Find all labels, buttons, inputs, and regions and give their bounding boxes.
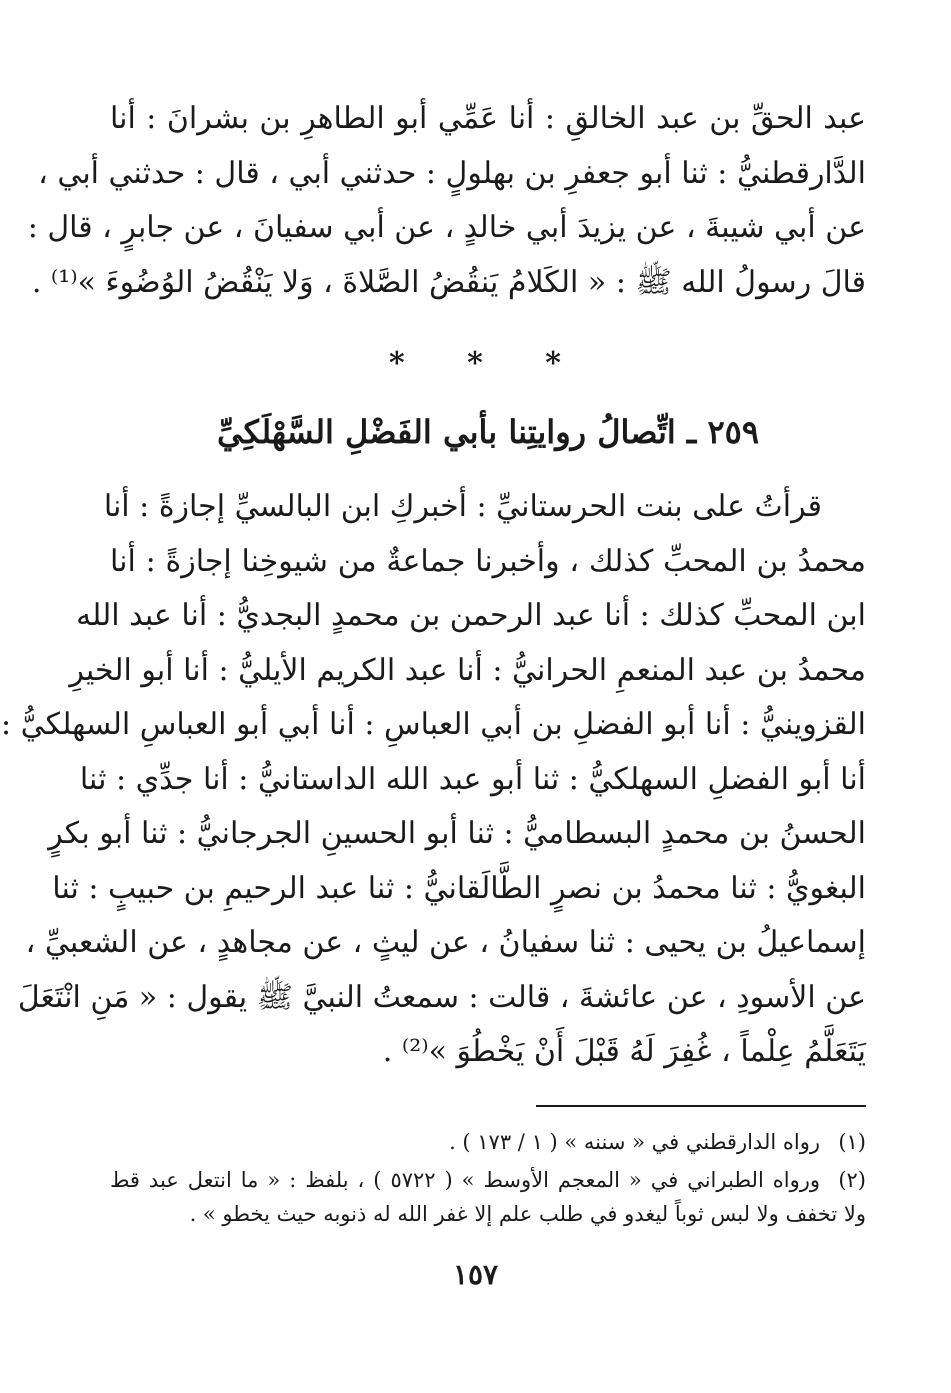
footnote-divider	[536, 1105, 866, 1107]
text-line: يَتَعَلَّمُ عِلْماً ، غُفِرَ لَهُ قَبْلَ أَنْ يَخْطُوَ »⁽²⁾ .	[382, 1034, 866, 1069]
footnotes	[110, 1125, 866, 1231]
footnote-text: ولا تخفف ولا لبس ثوباً ليغدو في طلب علم إلا غفر الله له ذنوبه حيث يخطو » .	[189, 1202, 866, 1226]
footnote-text: رواه الدارقطني في « سننه » ( ١ / ١٧٣ ) .	[449, 1130, 820, 1154]
section-separator: * * *	[389, 346, 587, 381]
main-text	[1, 92, 866, 1080]
text-line: ابن المحبِّ كذلك : أنا عبد الرحمن بن محمدٍ البجديُّ : أنا عبد الله	[76, 598, 866, 633]
footnote-number: (١)	[838, 1130, 866, 1154]
paragraph-2	[1, 480, 866, 1080]
page-number: ١٥٧	[452, 1258, 499, 1291]
text-line: أنا أبو الفضلِ السهلكيُّ : ثنا أبو عبد الله الداستانيُّ : أنا جدِّي : ثنا	[79, 761, 866, 797]
text-line: عبد الحقِّ بن عبد الخالقِ : أنا عَمِّي أبو الطاهرِ بن بشرانَ : أنا	[110, 101, 866, 136]
text-line: عن الأسودِ ، عن عائشةَ ، قالت : سمعتُ النبيَّ ﷺ يقول : « مَنِ انْتَعَلَ	[17, 979, 866, 1015]
text-line: محمدُ بن عبد المنعمِ الحرانيُّ : أنا عبد الكريم الأيليُّ : أنا أبو الخيرِ	[69, 652, 866, 688]
footnote-text: ورواه الطبراني في « المعجم الأوسط » ( ٥٧٢٢ ) ، بلفظ : « ما انتعل عبد قط	[110, 1168, 820, 1192]
text-line: محمدُ بن المحبِّ كذلك ، وأخبرنا جماعةٌ من شيوخِنا إجازةً : أنا	[110, 543, 866, 579]
footnote-1	[110, 1125, 866, 1159]
footnote-number: (٢)	[838, 1168, 866, 1192]
section-heading: ٢٥٩ ـ اتِّصالُ روايتِنا بأبي الفَضْلِ السَّهْلَكِيِّ	[216, 413, 759, 451]
text-line: قرأتُ على بنت الحرستانيِّ : أخبركِ ابن البالسيِّ إجازةً : أنا	[103, 489, 822, 524]
text-line: قالَ رسولُ الله ﷺ : « الكَلامُ يَنقُضُ الصَّلاةَ ، وَلا يَنْقُضُ الوُضُوءَ »⁽¹⁾ .	[31, 264, 866, 300]
paragraph-1	[27, 92, 866, 310]
text-line: الدَّارقطنيُّ : ثنا أبو جعفرِ بن بهلولٍ : حدثني أبي ، قال : حدثني أبي ،	[38, 155, 866, 191]
text-line: البغويُّ : ثنا محمدُ بن نصرٍ الطَّالَقانيُّ : ثنا عبد الرحيمِ بن حبيبٍ : ثنا	[52, 870, 866, 906]
text-line: الحسنُ بن محمدٍ البسطاميُّ : ثنا أبو الحسينِ الجرجانيُّ : ثنا أبو بكرٍ	[48, 816, 866, 851]
footnote-2	[110, 1163, 866, 1231]
text-line: عن أبي شيبةَ ، عن يزيدَ أبي خالدٍ ، عن أبي سفيانَ ، عن جابرٍ ، قال :	[27, 210, 866, 245]
text-line: إسماعيلُ بن يحيى : ثنا سفيانُ ، عن ليثٍ ، عن مجاهدٍ ، عن الشعبيِّ ،	[25, 925, 866, 960]
text-line: القزوينيُّ : أنا أبو الفضلِ بن أبي العباسِ : أنا أبي أبو العباسِ السهلكيُّ :	[1, 707, 866, 742]
